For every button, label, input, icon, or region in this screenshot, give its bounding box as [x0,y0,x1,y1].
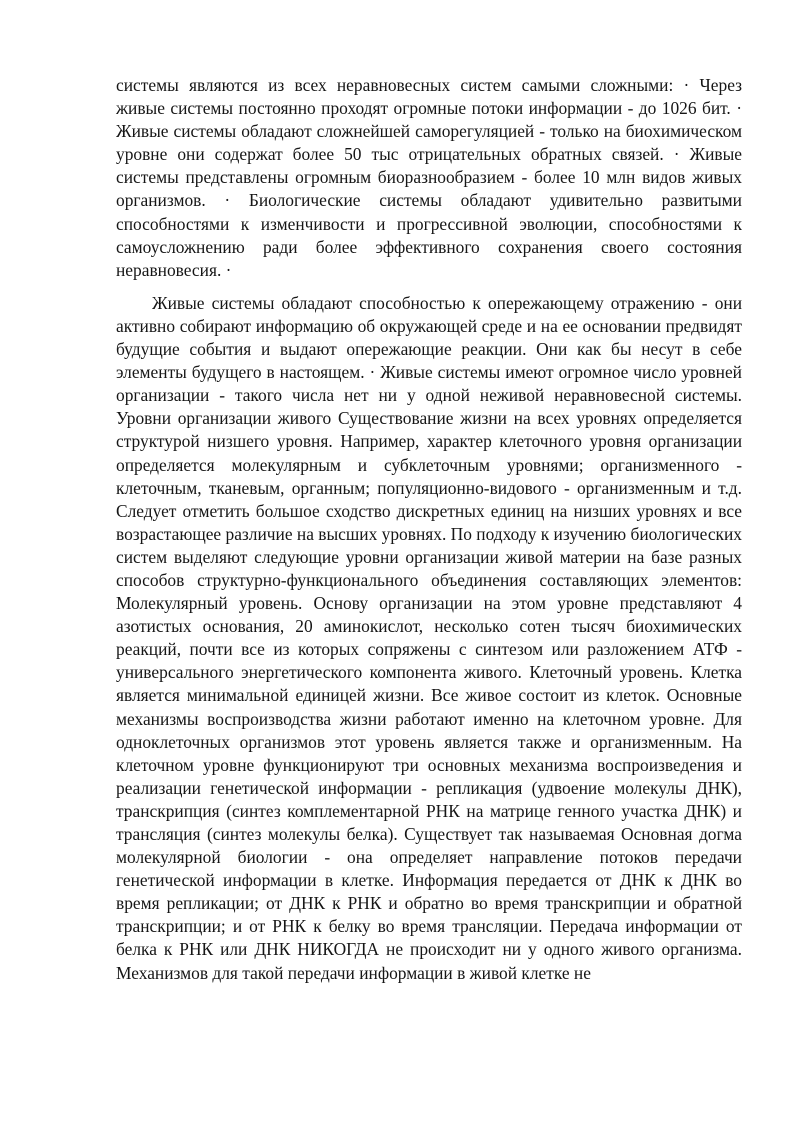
paragraph-continuation: системы являются из всех неравновесных систем самыми сложными: · Через живые системы постоянно проходят огромные потоки информации - до 1026 бит. · Живые системы обладают сложнейшей саморегуляцией - только на биохимическом уровне они содержат более 50 тыс отрицательных обратных связей. · Живые системы представлены огромным биоразнообразием - более 10 млн видов живых организмов. · Биологические системы обладают удивительно развитыми способностями к изменчивости и прогрессивной эволюции, способностями к самоусложнению ради более эффективного сохранения своего состояния неравновесия. · [116,75,742,280]
paragraph-living-systems: Живые системы обладают способностью к опережающему отражению - они активно собирают информацию об окружающей среде и на ее основании предвидят будущие события и выдают опережающие реакции. Они как бы несут в себе элементы будущего в настоящем. · Живые системы имеют огромное число уровней организации - такого числа нет ни у одной неживой неравновесной системы. Уровни организации живого Существование жизни на всех уровнях определяется структурой низшего уровня. Например, характер клеточного уровня организации определяется молекулярным и субклеточным уровнями; организменного - клеточным, тканевым, органным; популяционно-видового - организменным и т.д. Следует отметить большое сходство дискретных единиц на низших уровнях и все возрастающее различие на высших уровнях. По подходу к изучению биологических систем выделяют следующие уровни организации живой материи на базе разных способов структурно-функционального объединения составляющих элементов: Молекулярный уровень. Основу организации на этом уровне представляют 4 азотистых основания, 20 аминокислот, несколько сотен тысяч биохимических реакций, почти все из которых сопряжены с синтезом или разложением АТФ - универсального энергетического компонента живого. Клеточный уровень. Клетка является минимальной единицей жизни. Все живое состоит из клеток. Основные механизмы воспроизводства жизни работают именно на клеточном уровне. Для одноклеточных организмов этот уровень является также и организменным. На клеточном уровне функционируют три основных механизма воспроизведения и реализации генетической информации - репликация (удвоение молекулы ДНК), транскрипция (синтез комплементарной РНК на матрице генного участка ДНК) и трансляция (синтез молекулы белка). Существует так называемая Основная догма молекулярной биологии - она определяет направление потоков передачи генетической информации в клетке. Информация передается от ДНК к ДНК во время репликации; от ДНК к РНК и обратно во время транскрипции и обратной транскрипции; и от РНК к белку во время трансляции. Передача информации от белка к РНК или ДНК НИКОГДА не происходит ни у одного живого организма. Механизмов для такой передачи информации в живой клетке не [116,292,742,983]
document-page [116,74,742,985]
